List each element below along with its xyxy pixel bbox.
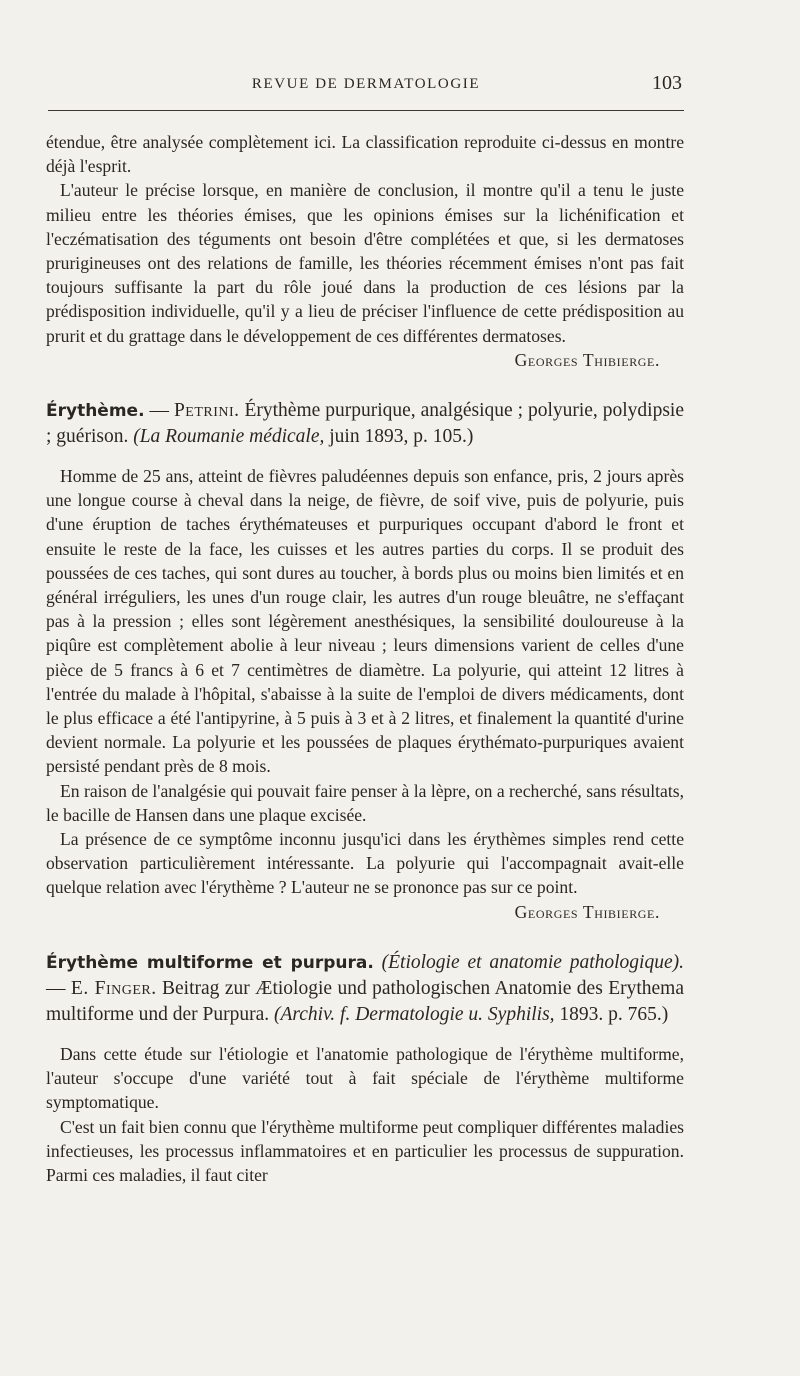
page-number: 103	[652, 72, 682, 94]
article2-paragraph-2: En raison de l'analgésie qui pouvait faire penser à la lèpre, on a recherché, sans résultats, le bacille de Hansen dans une plaque excisée.	[46, 780, 684, 825]
running-title: REVUE DE DERMATOLOGIE	[251, 76, 481, 92]
article3-keyword: Érythème multiforme et purpura.	[46, 952, 374, 973]
article2-author: Petrini.	[173, 400, 240, 422]
article3-paragraph-1: Dans cette étude sur l'étiologie et l'anatomie pathologique de l'érythème multiforme, l'auteur s'occupe d'une variété tout à fait spéciale de l'érythème multiforme symptomatique.	[46, 1043, 684, 1113]
heading-gap	[46, 450, 684, 464]
article2-keyword: Érythème.	[46, 401, 145, 422]
article3-subtitle: (Étiologie et anatomie pathologique).	[373, 951, 684, 973]
article2-date: juin 1893, p. 105.)	[324, 426, 474, 448]
section-gap	[46, 924, 684, 950]
article3-heading	[46, 950, 684, 1028]
article1-signature: Georges Thibierge.	[514, 349, 660, 370]
page-header	[48, 72, 684, 102]
heading-gap	[46, 1028, 684, 1042]
article3-author: E. Finger.	[70, 977, 157, 999]
body-text	[46, 130, 684, 1187]
section-gap	[46, 372, 684, 398]
article1-paragraph-2: L'auteur le précise lorsque, en manière de conclusion, il montre qu'il a tenu le juste milieu entre les théories émises, que les opinions émises sur la lichénification et l'eczématisation des téguments ont besoin d'être complétées et que, si les dermatoses prurigineuses ont des relations de famille, les théories récemment émises n'ont pas fait toujours suffisante la part du rôle joué dans la production de ces lésions par la prédisposition individuelle, qu'il y a lieu de préciser l'influence de cette prédisposition au prurit et du grattage dans le développement de ces différentes dermatoses.	[46, 180, 684, 346]
article2-source: (La Roumanie médicale,	[128, 426, 325, 448]
article3-date: 1893. p. 765.)	[554, 1003, 669, 1025]
article3-dash: —	[46, 977, 71, 999]
article3-title: Beitrag zur Ætiologie und pathologischen Anatomie des Erythema multiforme und der Purpura.	[46, 977, 685, 1025]
article2-paragraph-3: La présence de ce symptôme inconnu jusqu'ici dans les érythèmes simples rend cette observation particulièrement intéressante. La polyurie qui l'accompagnait avait-elle quelque relation avec l'érythème ? L'auteur ne se prononce pas sur ce point.	[46, 829, 684, 898]
article2-title: Érythème purpurique, analgésique ; polyurie, polydipsie ; guérison.	[46, 400, 684, 448]
article3-paragraph-2: C'est un fait bien connu que l'érythème multiforme peut compliquer différentes maladies infectieuses, les processus inflammatoires et en particulier les processus de suppuration. Parmi ces maladies, il faut citer	[46, 1116, 684, 1185]
header-rule	[48, 110, 684, 111]
article2-paragraph-1: Homme de 25 ans, atteint de fièvres paludéennes depuis son enfance, pris, 2 jours après une longue course à cheval dans la neige, de fièvre, de soif vive, puis de polyurie, puis d'une éruption de taches érythémateuses et purpuriques occupant d'abord le front et ensuite le reste de la face, les cuisses et les autres parties du corps. Il se produit des poussées de ces taches, qui sont dures au toucher, à bords plus ou moins bien limités et en général irréguliers, les unes d'un rouge clair, les autres d'un rouge bleuâtre, ne s'effaçant pas à la pression ; elles sont légèrement anesthésiques, la sensibilité douloureuse à la piqûre est complètement abolie à leur niveau ; leurs dimensions varient de celles d'une pièce de 5 francs à 6 et 7 centimètres de diamètre. La polyurie, qui atteint 12 litres à l'entrée du malade à l'hôpital, s'abaisse à la suite de l'emploi de divers médicaments, dont le plus efficace a été l'antipyrine, à 5 puis à 3 et à 2 litres, et finalement la quantité d'urine devient normale. La polyurie et les poussées de plaques érythémato-purpuriques avaient persisté pendant près de 8 mois.	[46, 466, 684, 777]
article2-heading	[46, 398, 684, 450]
article2-signature: Georges Thibierge.	[514, 901, 660, 922]
article2-dash: —	[144, 400, 174, 422]
article3-source: (Archiv. f. Dermatologie u. Syphilis,	[269, 1003, 555, 1025]
article1-paragraph-1: étendue, être analysée complètement ici. La classification reproduite ci-dessus en montre déjà l'esprit.	[46, 132, 684, 177]
